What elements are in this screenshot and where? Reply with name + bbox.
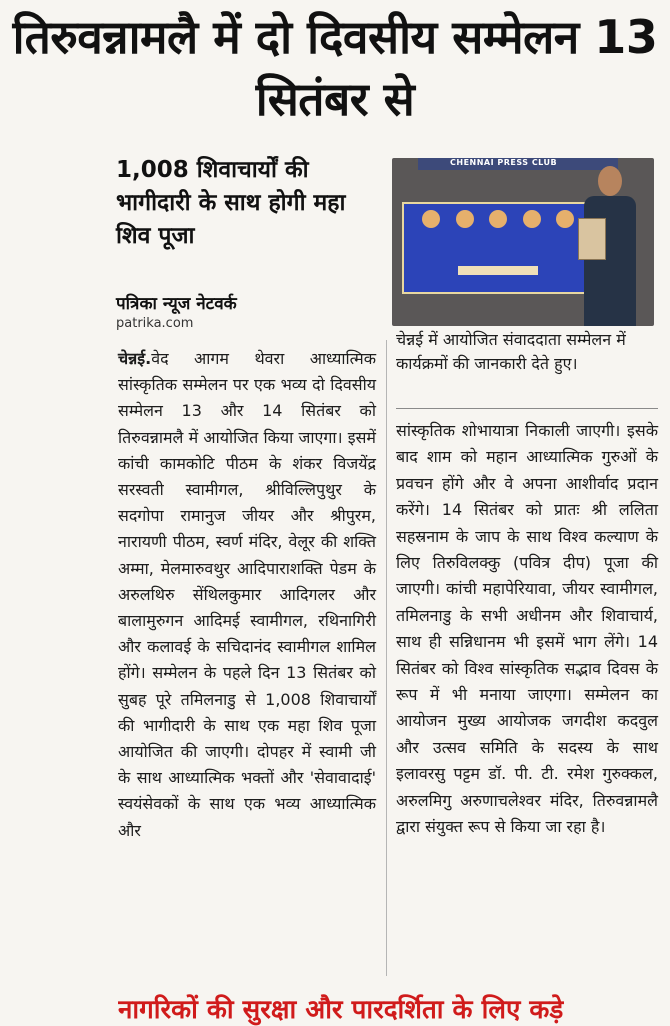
- portrait: [456, 210, 474, 228]
- speaker: [578, 166, 642, 326]
- headline: तिरुवन्नामलै में दो दिवसीय सम्मेलन 13 सितंबर से: [12, 10, 658, 126]
- dateline: चेन्नई.: [118, 349, 152, 368]
- next-article-headline: नागरिकों की सुरक्षा और पारदर्शिता के लिए कड़े: [118, 995, 564, 1025]
- portrait: [489, 210, 507, 228]
- body-left-text: वेद आगम थेवरा आध्यात्मिक सांस्कृतिक सम्मेलन पर एक भव्य दो दिवसीय सम्मेलन 13 और 14 सितंबर को तिरुवन्नामलै में आयोजित किया जाएगा। इसमें कांची कामकोटि पीठम के शंकर विजयेंद्र सरस्वती स्वामीगल, श्रीविल्लिपुथुर के सदगोपा रामानुज जीयर और श्रीपुरम, नारायणी पीठम, स्वर्ण मंदिर, वेलूर की शक्ति अम्मा, मेलमारुवथुर आदिपाराशक्ति पेडम के अरुलथिरु सेंथिलकुमार आदिगलर और बालामुरुगन आदिमई स्वामीगल, रथिनागिरी और कलावई के सचिदानंद स्वामीगल शामिल होंगे। सम्मेलन के पहले दिन 13 सितंबर को सुबह पूरे तमिलनाडु से 1,008 शिवाचार्यों की भागीदारी के साथ एक महा शिव पूजा आयोजित की जाएगी। दोपहर में स्वामी जी के साथ आध्यात्मिक भक्तों और 'सेवावादाई' स्वयंसेवकों के साथ एक भव्य आध्यात्मिक और: [118, 349, 376, 840]
- portrait: [523, 210, 541, 228]
- event-poster: [402, 202, 594, 294]
- held-booklet: [578, 218, 606, 260]
- speaker-head: [598, 166, 622, 196]
- press-conference-photo: [392, 158, 654, 326]
- portrait: [556, 210, 574, 228]
- portrait: [422, 210, 440, 228]
- photo-caption: चेन्नई में आयोजित संवाददाता सम्मेलन में कार्यक्रमों की जानकारी देते हुए।: [396, 330, 626, 373]
- body-column-right: सांस्कृतिक शोभायात्रा निकाली जाएगी। इसके बाद शाम को महान आध्यात्मिक गुरुओं के प्रवचन होंगे और वे अपना आशीर्वाद प्रदान करेंगे। 14 सितंबर को प्रातः श्री ललिता सहस्रनाम के जाप के साथ विश्व कल्याण के लिए तिरुविलक्कु (पवित्र दीप) पूजा की जाएगी। कांची महापेरियावा, जीयर स्वामीगल, तमिलनाडु के सभी अधीनम और शिवाचार्य, साथ ही सन्निधानम भी इसमें भाग लेंगे। 14 सितंबर को विश्व सांस्कृतिक सद्भाव दिवस के रूप में भी मनाया जाएगा। सम्मेलन का आयोजन मुख्य आयोजक जगदीश कदवुल और उत्सव समिति के सदस्य के साथ इलावरसु पट्टम डॉ. पी. टी. रमेश गुरुक्कल, अरुलमिगु अरुणाचलेश्वर मंदिर, तिरुवन्नामलै द्वारा संयुक्त रूप से किया जा रहा है।: [396, 421, 658, 837]
- speaker-body: [584, 196, 636, 326]
- subheadline: 1,008 शिवाचार्यों की भागीदारी के साथ होगी महा शिव पूजा: [116, 157, 346, 249]
- byline: पत्रिका न्यूज नेटवर्क: [116, 294, 237, 314]
- poster-date-strip: [458, 266, 538, 275]
- column-divider: [386, 340, 387, 976]
- website: patrika.com: [116, 316, 194, 331]
- caption-divider: [396, 408, 658, 409]
- body-column-left: [118, 346, 376, 844]
- poster-portraits: [422, 210, 574, 232]
- club-banner-text: CHENNAI PRESS CLUB: [450, 158, 558, 167]
